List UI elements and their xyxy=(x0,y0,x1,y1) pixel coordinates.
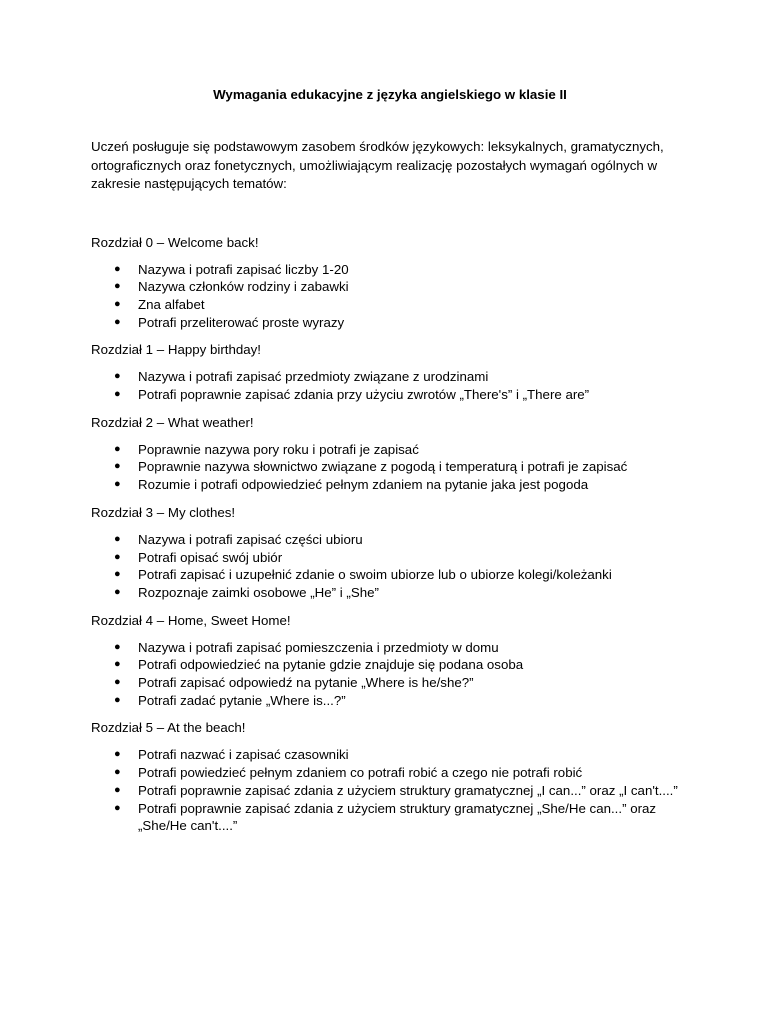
bullet-icon: ● xyxy=(114,280,121,293)
list-item xyxy=(91,549,681,567)
bullet-icon: ● xyxy=(114,568,121,581)
bullet-icon: ● xyxy=(114,532,121,545)
chapter-heading: Rozdział 4 – Home, Sweet Home! xyxy=(91,612,291,628)
intro-paragraph: Uczeń posługuje się podstawowym zasobem środków językowych: leksykalnych, gramatycznych, ortograficznych oraz fonetycznych, umożliwiającym realizację pozostałych wymagań ogólnych w zakresie następujących tematów: xyxy=(91,139,664,191)
list-item xyxy=(91,476,681,494)
list-item xyxy=(91,674,681,692)
list-item-text: Nazywa członków rodziny i zabawki xyxy=(138,279,349,295)
list-item xyxy=(91,692,681,710)
chapter-section xyxy=(91,719,681,835)
chapter-heading: Rozdział 3 – My clothes! xyxy=(91,504,236,520)
chapter-section xyxy=(91,414,681,494)
requirements-list xyxy=(91,746,681,835)
list-item xyxy=(91,656,681,674)
chapter-heading: Rozdział 2 – What weather! xyxy=(91,414,254,430)
list-item xyxy=(91,531,681,549)
bullet-icon: ● xyxy=(114,388,121,401)
list-item-text: Nazywa i potrafi zapisać części ubioru xyxy=(138,531,363,547)
list-item xyxy=(91,800,681,835)
list-item xyxy=(91,441,681,459)
list-item xyxy=(91,386,681,404)
list-item xyxy=(91,584,681,602)
list-item-text: Potrafi poprawnie zapisać zdania z użyciem struktury gramatycznej „I can...” oraz „I can't....” xyxy=(138,782,678,798)
list-item xyxy=(91,278,681,296)
list-item xyxy=(91,458,681,476)
list-item xyxy=(91,782,681,800)
chapter-heading: Rozdział 1 – Happy birthday! xyxy=(91,342,261,358)
list-item-text: Nazywa i potrafi zapisać przedmioty związane z urodzinami xyxy=(138,369,489,385)
bullet-icon: ● xyxy=(114,640,121,653)
list-item-text: Poprawnie nazywa pory roku i potrafi je zapisać xyxy=(138,441,419,457)
bullet-icon: ● xyxy=(114,693,121,706)
bullet-icon: ● xyxy=(114,262,121,275)
sections-container xyxy=(91,234,681,835)
chapter-section xyxy=(91,612,681,710)
list-item-text: Poprawnie nazywa słownictwo związane z pogodą i temperaturą i potrafi je zapisać xyxy=(138,459,628,475)
requirements-list xyxy=(91,531,681,602)
requirements-list xyxy=(91,639,681,710)
bullet-icon: ● xyxy=(114,676,121,689)
list-item-text: Nazywa i potrafi zapisać liczby 1-20 xyxy=(138,261,349,277)
list-item xyxy=(91,296,681,314)
list-item xyxy=(91,566,681,584)
list-item-text: Potrafi zapisać i uzupełnić zdanie o swoim ubiorze lub o ubiorze kolegi/koleżanki xyxy=(138,567,612,583)
chapter-heading: Rozdział 0 – Welcome back! xyxy=(91,234,259,250)
document-title: Wymagania edukacyjne z języka angielskiego w klasie II xyxy=(213,87,567,102)
requirements-list xyxy=(91,368,681,403)
list-item-text: Potrafi zapisać odpowiedź na pytanie „Where is he/she?” xyxy=(138,675,474,691)
list-item-text: Potrafi zadać pytanie „Where is...?” xyxy=(138,692,346,708)
bullet-icon: ● xyxy=(114,766,121,779)
list-item-text: Zna alfabet xyxy=(138,296,205,312)
requirements-list xyxy=(91,261,681,332)
bullet-icon: ● xyxy=(114,460,121,473)
list-item xyxy=(91,314,681,332)
bullet-icon: ● xyxy=(114,370,121,383)
list-item xyxy=(91,746,681,764)
bullet-icon: ● xyxy=(114,297,121,310)
bullet-icon: ● xyxy=(114,585,121,598)
bullet-icon: ● xyxy=(114,315,121,328)
list-item-text: Potrafi odpowiedzieć na pytanie gdzie znajduje się podana osoba xyxy=(138,657,524,673)
list-item-text: Potrafi poprawnie zapisać zdania z użyciem struktury gramatycznej „She/He can...” oraz „She/He can't....” xyxy=(138,800,657,834)
list-item-text: Rozpoznaje zaimki osobowe „He” i „She” xyxy=(138,584,379,600)
chapter-section xyxy=(91,504,681,602)
list-item-text: Nazywa i potrafi zapisać pomieszczenia i przedmioty w domu xyxy=(138,639,499,655)
chapter-section xyxy=(91,341,681,403)
bullet-icon: ● xyxy=(114,550,121,563)
list-item-text: Potrafi powiedzieć pełnym zdaniem co potrafi robić a czego nie potrafi robić xyxy=(138,765,583,781)
list-item xyxy=(91,261,681,279)
list-item-text: Potrafi przeliterować proste wyrazy xyxy=(138,314,345,330)
chapter-section xyxy=(91,234,681,332)
bullet-icon: ● xyxy=(114,442,121,455)
document-content xyxy=(91,86,681,845)
bullet-icon: ● xyxy=(114,748,121,761)
list-item xyxy=(91,764,681,782)
chapter-heading: Rozdział 5 – At the beach! xyxy=(91,720,246,736)
list-item xyxy=(91,639,681,657)
list-item-text: Rozumie i potrafi odpowiedzieć pełnym zdaniem na pytanie jaka jest pogoda xyxy=(138,477,589,493)
list-item-text: Potrafi opisać swój ubiór xyxy=(138,549,283,565)
bullet-icon: ● xyxy=(114,783,121,796)
bullet-icon: ● xyxy=(114,478,121,491)
list-item xyxy=(91,368,681,386)
list-item-text: Potrafi nazwać i zapisać czasowniki xyxy=(138,747,349,763)
list-item-text: Potrafi poprawnie zapisać zdania przy użyciu zwrotów „There's” i „There are” xyxy=(138,387,590,403)
requirements-list xyxy=(91,441,681,494)
bullet-icon: ● xyxy=(114,658,121,671)
bullet-icon: ● xyxy=(114,801,121,814)
